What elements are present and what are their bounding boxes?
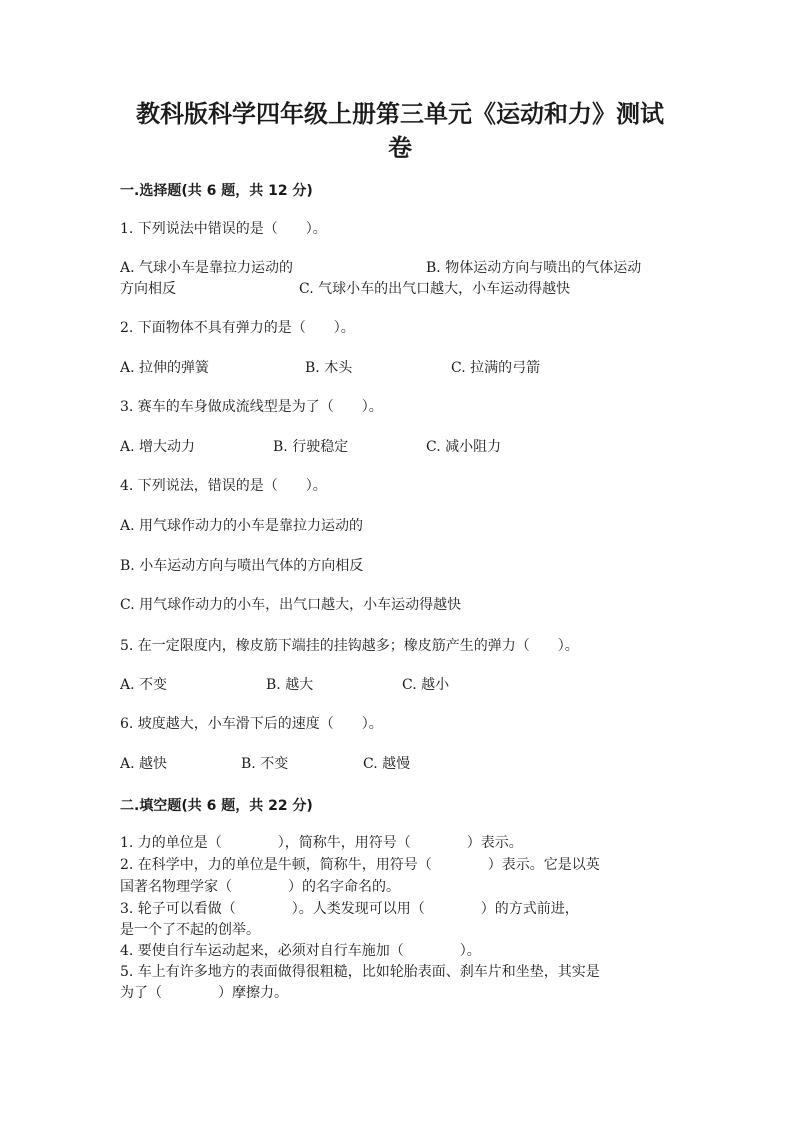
q6-option-c: C. 越慢 xyxy=(363,756,411,772)
q5-stem: 5. 在一定限度内，橡皮筋下端挂的挂钩越多；橡皮筋产生的弹力（ ）。 xyxy=(120,638,579,654)
q2-option-a: A. 拉伸的弹簧 xyxy=(120,360,210,376)
q6-option-a: A. 越快 xyxy=(120,756,168,772)
fill-line-6: 4. 要使自行车运动起来，必须对自行车施加（ ）。 xyxy=(120,943,481,959)
q5-option-c: C. 越小 xyxy=(402,677,450,693)
q4-option-b: B. 小车运动方向与喷出气体的方向相反 xyxy=(120,558,364,574)
title-line-1: 教科版科学四年级上册第三单元《运动和力》测试 xyxy=(136,100,664,128)
q1-option-b: B. 物体运动方向与喷出的气体运动 xyxy=(426,260,642,276)
fill-line-4: 3. 轮子可以看做（ ）。人类发现可以用（ ）的方式前进， xyxy=(120,901,579,917)
q1-option-c: C. 气球小车的出气口越大，小车运动得越快 xyxy=(299,281,571,297)
q4-option-a: A. 用气球作动力的小车是靠拉力运动的 xyxy=(120,518,364,534)
q1-option-a: A. 气球小车是靠拉力运动的 xyxy=(120,260,294,276)
q4-stem: 4. 下列说法，错误的是（ ）。 xyxy=(120,478,327,494)
q6-option-b: B. 不变 xyxy=(241,756,289,772)
section-1-heading: 一.选择题(共 6 题，共 12 分) xyxy=(120,183,313,199)
q2-stem: 2. 下面物体不具有弹力的是（ ）。 xyxy=(120,320,355,336)
q1-option-b-continued: 方向相反 xyxy=(120,281,176,297)
page-title xyxy=(100,97,700,165)
section-2-heading: 二.填空题(共 6 题，共 22 分) xyxy=(120,798,313,814)
q3-stem: 3. 赛车的车身做成流线型是为了（ ）。 xyxy=(120,399,383,415)
fill-line-1: 1. 力的单位是（ ），简称牛，用符号（ ）表示。 xyxy=(120,835,523,851)
fill-line-5: 是一个了不起的创举。 xyxy=(120,922,260,938)
q2-option-c: C. 拉满的弓箭 xyxy=(451,360,541,376)
q5-option-a: A. 不变 xyxy=(120,677,168,693)
q3-option-a: A. 增大动力 xyxy=(120,439,196,455)
q3-option-c: C. 减小阻力 xyxy=(426,439,502,455)
q6-stem: 6. 坡度越大，小车滑下后的速度（ ）。 xyxy=(120,716,383,732)
q1-stem: 1. 下列说法中错误的是（ ）。 xyxy=(120,221,327,237)
fill-line-8: 为了（ ）摩擦力。 xyxy=(120,985,288,1001)
q5-option-b: B. 越大 xyxy=(266,677,314,693)
fill-line-2: 2. 在科学中，力的单位是牛顿，简称牛，用符号（ ）表示。它是以英 xyxy=(120,857,600,873)
q3-option-b: B. 行驶稳定 xyxy=(273,439,349,455)
fill-line-7: 5. 车上有许多地方的表面做得很粗糙，比如轮胎表面、刹车片和坐垫，其实是 xyxy=(120,964,600,980)
title-line-2: 卷 xyxy=(388,134,412,162)
fill-line-3: 国著名物理学家（ ）的名字命名的。 xyxy=(120,879,400,895)
q4-option-c: C. 用气球作动力的小车，出气口越大，小车运动得越快 xyxy=(120,597,462,613)
q2-option-b: B. 木头 xyxy=(305,360,353,376)
